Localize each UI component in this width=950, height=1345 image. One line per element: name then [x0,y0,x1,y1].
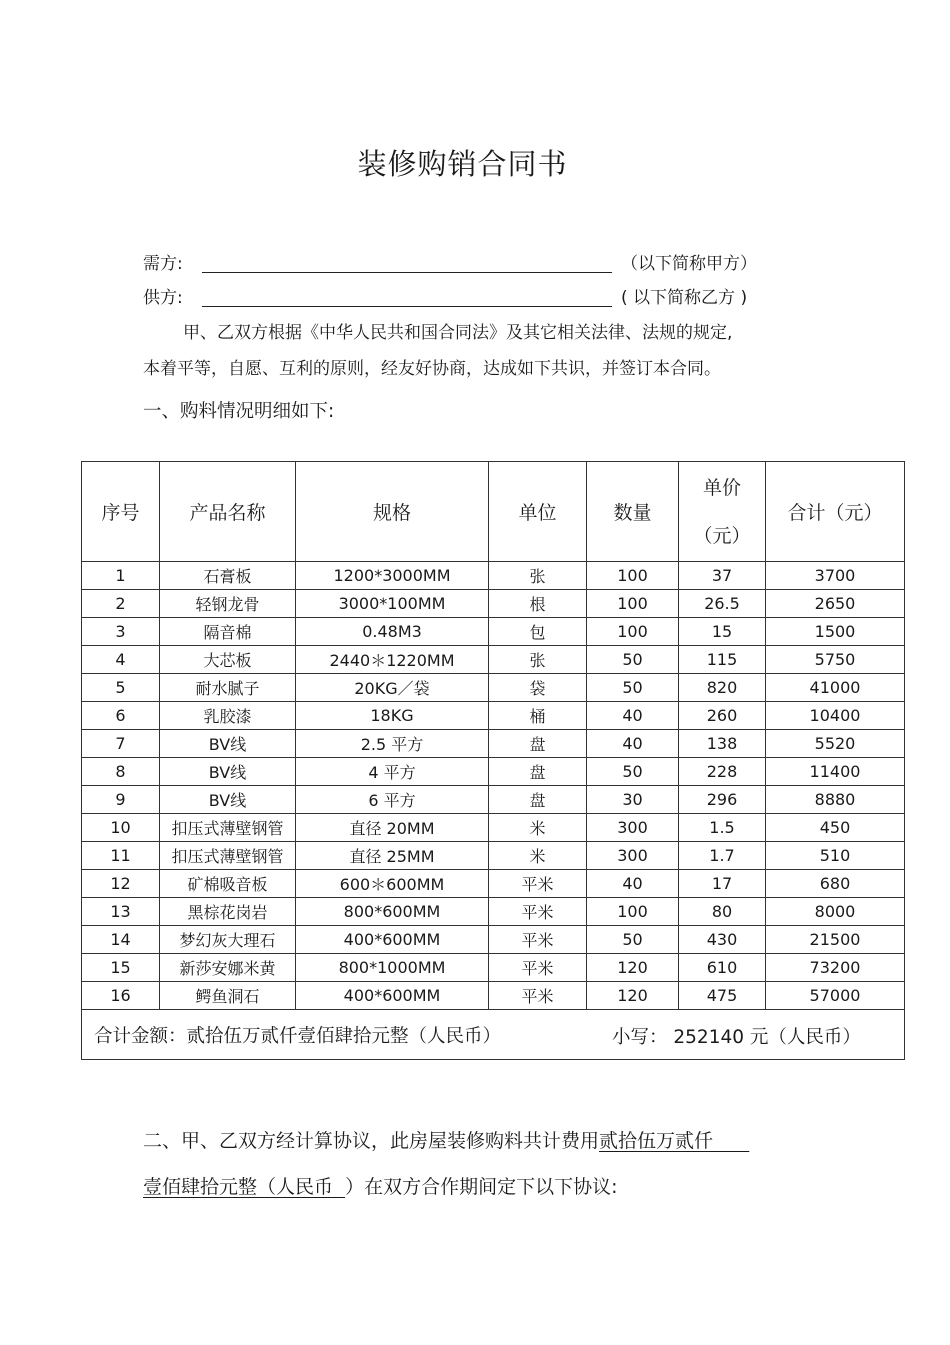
seller-line [143,285,748,311]
cell-name: 新莎安娜米黄 [160,954,296,982]
cell-qty: 30 [587,786,679,814]
cell-total: 11400 [766,758,905,786]
cell-spec: 0.48M3 [296,618,489,646]
cell-spec: 800*1000MM [296,954,489,982]
header-name: 产品名称 [160,462,296,562]
header-price-top: 单价 [702,476,741,499]
table-row [82,674,905,702]
cell-name: 轻钢龙骨 [160,590,296,618]
cell-total: 10400 [766,702,905,730]
cell-no: 14 [82,926,160,954]
cell-price: 115 [679,646,766,674]
cell-price: 15 [679,618,766,646]
table-row [82,898,905,926]
cell-price: 296 [679,786,766,814]
cell-price: 80 [679,898,766,926]
cell-unit: 张 [489,562,587,590]
cell-name: 大芯板 [160,646,296,674]
cell-no: 13 [82,898,160,926]
cell-total: 5750 [766,646,905,674]
cell-price: 820 [679,674,766,702]
cell-unit: 平米 [489,982,587,1010]
buyer-label: 需方: [143,254,183,274]
table-row [82,982,905,1010]
cell-spec: 18KG [296,702,489,730]
cell-name: 耐水腻子 [160,674,296,702]
header-unit: 单位 [489,462,587,562]
cell-unit: 平米 [489,926,587,954]
table-row [82,842,905,870]
cell-name: 扣压式薄壁钢管 [160,814,296,842]
cell-spec: 400*600MM [296,926,489,954]
cell-qty: 100 [587,562,679,590]
cell-price: 610 [679,954,766,982]
cell-unit: 盘 [489,758,587,786]
cell-total: 41000 [766,674,905,702]
table-row [82,702,905,730]
table-row [82,814,905,842]
header-total: 合计（元） [766,462,905,562]
cell-no: 11 [82,842,160,870]
total-small-text: 小写： 252140 元（人民币） [612,1027,861,1048]
table-row [82,786,905,814]
section-2-line-1-plain: 二、甲、乙双方经计算协议，此房屋装修购料共计费用 [143,1130,600,1152]
cell-spec: 20KG／袋 [296,674,489,702]
cell-price: 475 [679,982,766,1010]
cell-qty: 50 [587,758,679,786]
cell-no: 9 [82,786,160,814]
cell-total: 2650 [766,590,905,618]
cell-no: 12 [82,870,160,898]
cell-total: 73200 [766,954,905,982]
cell-name: 扣压式薄壁钢管 [160,842,296,870]
cell-qty: 40 [587,730,679,758]
table-row [82,646,905,674]
table-header-row [82,462,905,562]
cell-no: 16 [82,982,160,1010]
section-2-line-2 [143,1172,618,1199]
cell-price: 260 [679,702,766,730]
cell-unit: 袋 [489,674,587,702]
buyer-line [143,251,757,277]
cell-spec: 2440＊1220MM [296,646,489,674]
table-row [82,870,905,898]
cell-name: 石膏板 [160,562,296,590]
cell-unit: 米 [489,814,587,842]
materials-table [81,461,905,1060]
table-row [82,590,905,618]
cell-qty: 120 [587,982,679,1010]
buyer-note: （以下简称甲方） [621,254,757,274]
cell-price: 17 [679,870,766,898]
cell-total: 8880 [766,786,905,814]
cell-no: 7 [82,730,160,758]
seller-blank [202,288,612,307]
header-qty: 数量 [587,462,679,562]
header-spec: 规格 [296,462,489,562]
cell-unit: 根 [489,590,587,618]
cell-no: 1 [82,562,160,590]
section-2-line-2-plain: ）在双方合作期间定下以下协议: [345,1176,618,1198]
cell-no: 10 [82,814,160,842]
cell-total: 450 [766,814,905,842]
cell-name: BV线 [160,730,296,758]
table-total-row [82,1010,905,1060]
cell-total: 21500 [766,926,905,954]
cell-name: 矿棉吸音板 [160,870,296,898]
header-price-bottom: （元） [693,524,751,547]
cell-price: 430 [679,926,766,954]
table-row [82,954,905,982]
table-row [82,730,905,758]
cell-no: 2 [82,590,160,618]
buyer-blank [202,254,612,273]
preamble-line-1: 甲、乙双方根据《中华人民共和国合同法》及其它相关法律、法规的规定, [183,323,733,343]
cell-no: 15 [82,954,160,982]
cell-qty: 40 [587,870,679,898]
cell-no: 8 [82,758,160,786]
cell-spec: 4 平方 [296,758,489,786]
cell-unit: 米 [489,842,587,870]
cell-qty: 50 [587,674,679,702]
cell-total: 3700 [766,562,905,590]
header-no: 序号 [82,462,160,562]
cell-no: 6 [82,702,160,730]
cell-spec: 3000*100MM [296,590,489,618]
cell-total: 1500 [766,618,905,646]
cell-no: 3 [82,618,160,646]
total-amount-text: 合计金额：贰拾伍万贰仟壹佰肆拾元整（人民币） [94,1025,502,1047]
cell-name: 黑棕花岗岩 [160,898,296,926]
cell-price: 138 [679,730,766,758]
cell-total: 8000 [766,898,905,926]
section-1-heading: 一、购料情况明细如下: [143,401,335,422]
cell-spec: 1200*3000MM [296,562,489,590]
cell-total: 57000 [766,982,905,1010]
seller-note: ( 以下简称乙方 ) [621,288,748,308]
cell-price: 26.5 [679,590,766,618]
cell-unit: 盘 [489,730,587,758]
table-row [82,926,905,954]
table-row [82,758,905,786]
cell-spec: 直径 25MM [296,842,489,870]
cell-qty: 300 [587,842,679,870]
cell-no: 4 [82,646,160,674]
cell-name: 梦幻灰大理石 [160,926,296,954]
cell-unit: 桶 [489,702,587,730]
cell-total: 680 [766,870,905,898]
section-2-line-1 [143,1126,749,1153]
table-row [82,562,905,590]
cell-qty: 300 [587,814,679,842]
cell-qty: 50 [587,926,679,954]
cell-qty: 50 [587,646,679,674]
cell-name: 乳胶漆 [160,702,296,730]
cell-qty: 100 [587,590,679,618]
cell-total: 5520 [766,730,905,758]
cell-unit: 包 [489,618,587,646]
cell-price: 1.5 [679,814,766,842]
cell-spec: 直径 20MM [296,814,489,842]
table-row [82,618,905,646]
cell-name: BV线 [160,786,296,814]
cell-unit: 盘 [489,786,587,814]
cell-qty: 100 [587,618,679,646]
cell-price: 37 [679,562,766,590]
cell-no: 5 [82,674,160,702]
cell-qty: 40 [587,702,679,730]
cell-name: 隔音棉 [160,618,296,646]
cell-total: 510 [766,842,905,870]
seller-label: 供方: [143,288,183,308]
cell-price: 228 [679,758,766,786]
cell-spec: 600＊600MM [296,870,489,898]
cell-name: 鳄鱼洞石 [160,982,296,1010]
cell-spec: 400*600MM [296,982,489,1010]
cell-unit: 张 [489,646,587,674]
header-price [679,462,766,562]
cell-unit: 平米 [489,870,587,898]
cell-spec: 2.5 平方 [296,730,489,758]
section-2-line-1-underlined: 贰拾伍万贰仟 [599,1130,750,1152]
cell-qty: 100 [587,898,679,926]
cell-spec: 800*600MM [296,898,489,926]
cell-unit: 平米 [489,954,587,982]
cell-name: BV线 [160,758,296,786]
cell-spec: 6 平方 [296,786,489,814]
section-2-line-2-underlined: 壹佰肆拾元整（人民币 [143,1176,346,1198]
cell-qty: 120 [587,954,679,982]
total-cell [82,1010,905,1060]
cell-unit: 平米 [489,898,587,926]
contract-title: 装修购销合同书 [357,147,568,181]
preamble-line-2: 本着平等，自愿、互利的原则，经友好协商，达成如下共识，并签订本合同。 [143,359,721,379]
cell-price: 1.7 [679,842,766,870]
